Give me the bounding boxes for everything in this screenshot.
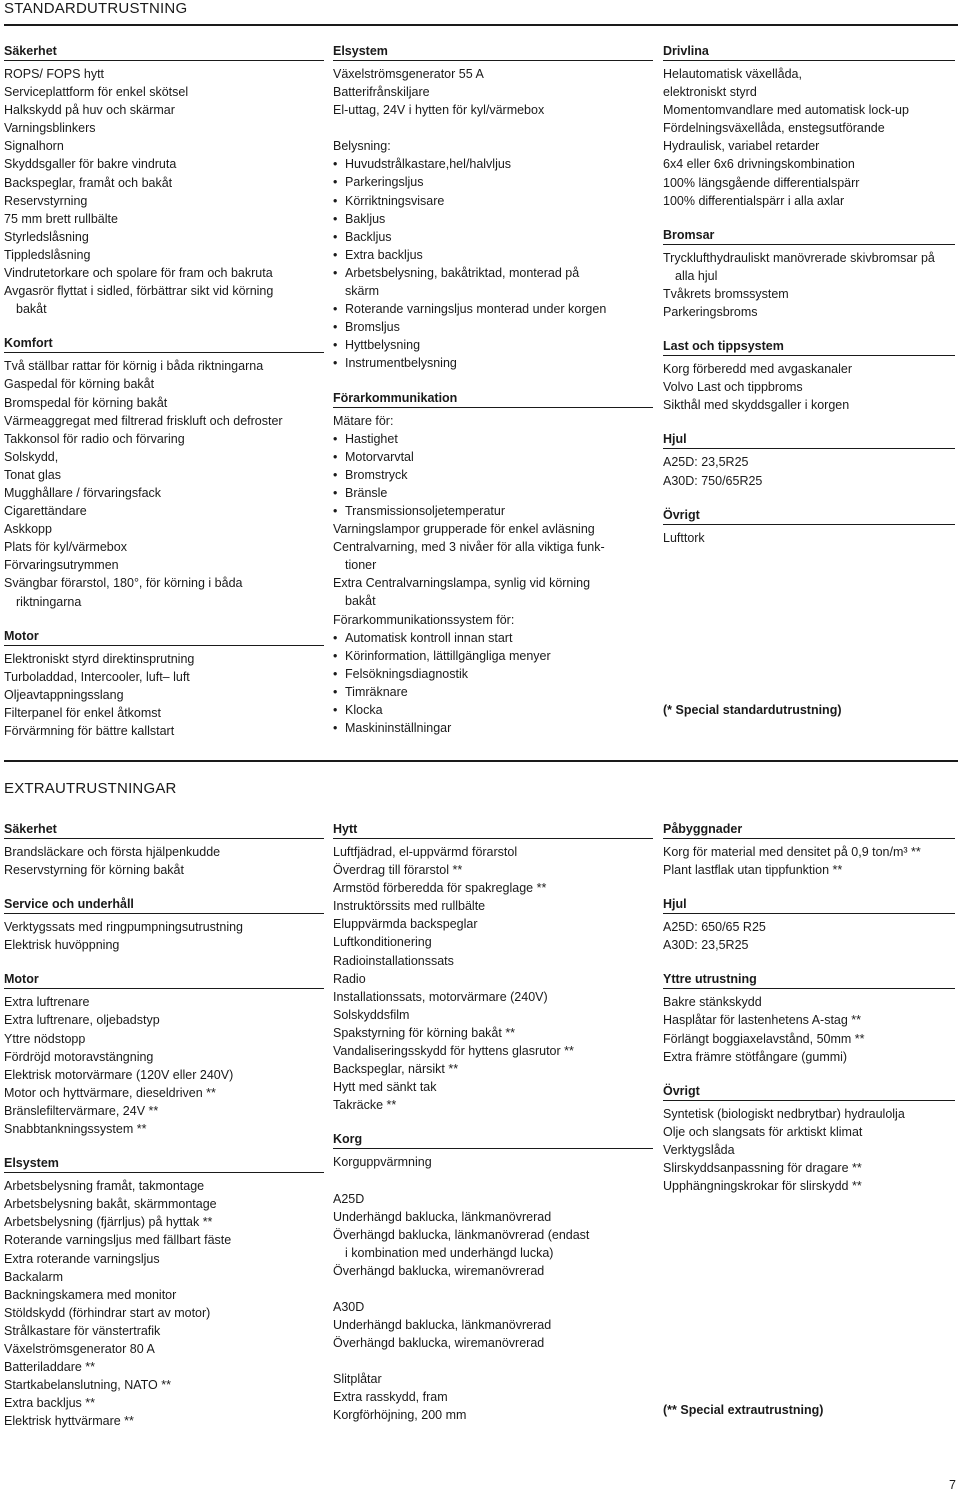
standard-column-1 (4, 44, 324, 758)
list-item: Avgasrör flyttat i sidled, förbättrar sikt vid körning (4, 284, 274, 299)
list-item: Förvärmning för bättre kallstart (4, 724, 175, 738)
section-sakerhet (4, 44, 324, 318)
section-heading: Förarkommunikation (333, 391, 653, 408)
list-item: Överhängd baklucka, wiremanövrerad (333, 1263, 545, 1278)
list-item: Turboladdad, Intercooler, luft– luft (4, 669, 190, 684)
list-item: Cigarettändare (4, 504, 87, 519)
list-item: Motor och hyttvärmare, dieseldriven ** (4, 1085, 216, 1100)
bullet-item: • Hyttbelysning (333, 336, 653, 354)
section-komfort (4, 336, 324, 610)
section-heading: Hjul (663, 897, 955, 914)
list-item: A25D (333, 1191, 365, 1206)
list-item: Underhängd baklucka, länkmanövrerad (333, 1318, 552, 1333)
list-item: A25D: 650/65 R25 (663, 920, 766, 935)
list-item: Överhängd baklucka, wiremanövrerad (333, 1336, 545, 1351)
list-item: Radio (333, 971, 366, 986)
list-item: Bakre stänkskydd (663, 995, 762, 1010)
list-item: Slitplåtar (333, 1372, 382, 1387)
list-item: Reservstyrning för körning bakåt (4, 863, 184, 878)
list-item: Extra rasskydd, fram (333, 1390, 448, 1405)
list-item: Arbetsbelysning (fjärrljus) på hyttak ** (4, 1215, 213, 1230)
list-item: 6x4 eller 6x6 drivningskombination (663, 157, 855, 172)
section-bromsar (663, 228, 955, 321)
section-heading: Motor (4, 972, 324, 989)
list-item: Arbetsbelysning bakåt, skärmmontage (4, 1197, 217, 1212)
bullet-item: • Felsökningsdiagnostik (333, 665, 653, 683)
list-item: Förvaringsutrymmen (4, 558, 119, 573)
list-item: Förarkommunikationssystem för: (333, 612, 515, 627)
list-item: Instruktörssits med rullbälte (333, 899, 486, 914)
list-item: Vindrutetorkare och spolare för fram och bakruta (4, 266, 273, 281)
list-item: Bromspedal för körning bakåt (4, 395, 168, 410)
list-item: Upphängningskrokar för slirskydd ** (663, 1179, 862, 1194)
bullet-item: • Instrumentbelysning (333, 354, 653, 372)
section-drivlina (663, 44, 955, 210)
bullet-item: • Bränsle (333, 484, 653, 502)
list-item: Överdrag till förarstol ** (333, 863, 463, 878)
bullet-item: • Körriktningsvisare (333, 192, 653, 210)
list-item: Tonat glas (4, 467, 61, 482)
list-item: Extra främre stötfångare (gummi) (663, 1049, 848, 1064)
bullet-item: • Huvudstrålkastare,hel/halvljus (333, 155, 653, 173)
list-item: Förlängt boggiaxelavstånd, 50mm ** (663, 1031, 865, 1046)
section-heading: Övrigt (663, 508, 955, 525)
section-hjul (663, 432, 955, 489)
section-heading: Säkerhet (4, 44, 324, 61)
section-heading: Service och underhåll (4, 897, 324, 914)
list-item: tioner (345, 558, 377, 573)
section-heading: Motor (4, 629, 324, 646)
extra-top-rule (4, 760, 958, 762)
list-item: Trycklufthydrauliskt manövrerade skivbromsar på (663, 250, 935, 265)
section-heading: Last och tippsystem (663, 339, 955, 356)
list-item: Vandaliseringsskydd för hyttens glasrutor ** (333, 1044, 574, 1059)
list-item: A30D: 750/65R25 (663, 473, 763, 488)
list-item: Arbetsbelysning framåt, takmontage (4, 1179, 205, 1194)
list-item: Luftkonditionering (333, 935, 432, 950)
list-item: Tvåkrets bromssystem (663, 286, 789, 301)
list-item: Korgförhöjning, 200 mm (333, 1408, 467, 1423)
section-heading: Påbyggnader (663, 822, 955, 839)
section-heading: Hytt (333, 822, 653, 839)
list-item: Snabbtankningssystem ** (4, 1122, 147, 1137)
list-item: Solskydd, (4, 449, 59, 464)
bullet-item: • Bromsljus (333, 318, 653, 336)
list-item: Elektrisk hyttvärmare ** (4, 1414, 134, 1429)
section-heading: Elsystem (333, 44, 653, 61)
section-motor (4, 629, 324, 740)
section-heading: Bromsar (663, 228, 955, 245)
standard-column-3 (663, 44, 955, 565)
list-item: A30D: 23,5R25 (663, 938, 749, 953)
standard-column-2 (333, 44, 653, 755)
list-item: Volvo Last och tippbroms (663, 380, 803, 395)
list-item: Hasplåtar för lastenhetens A-stag ** (663, 1013, 862, 1028)
bullet-item: • Körinformation, lättillgängliga menyer (333, 647, 653, 665)
section-last-och-tippsystem (663, 339, 955, 414)
list-item: Momentomvandlare med automatisk lock-up (663, 103, 909, 118)
list-item: Lufttork (663, 530, 705, 545)
extra-column-1 (4, 822, 324, 1448)
section-ovrigt (663, 508, 955, 547)
list-item: Underhängd baklucka, länkmanövrerad (333, 1209, 552, 1224)
list-item: Två ställbar rattar för körnig i båda riktningarna (4, 359, 264, 374)
list-item: elektroniskt styrd (663, 85, 757, 100)
list-item: Korg förberedd med avgaskanaler (663, 362, 853, 377)
list-item: riktningarna (16, 594, 82, 609)
extra-heading: EXTRAUTRUSTNINGAR (4, 780, 177, 797)
list-item: 100% längsgående differentialspärr (663, 175, 860, 190)
section-korg (333, 1132, 653, 1424)
list-item: Fördröjd motoravstängning (4, 1049, 154, 1064)
list-item: Helautomatisk växellåda, (663, 67, 802, 81)
list-item: skärm (345, 284, 380, 299)
bullet-item: • Timräknare (333, 683, 653, 701)
list-item: Backningskamera med monitor (4, 1287, 177, 1302)
list-item: Hytt med sänkt tak (333, 1080, 437, 1095)
bullet-item: • Motorvarvtal (333, 448, 653, 466)
list-item: Radioinstallationssats (333, 953, 454, 968)
list-item: Oljeavtappningsslang (4, 687, 124, 702)
bullet-item: • Parkeringsljus (333, 173, 653, 191)
section-hjul (663, 897, 955, 954)
bullet-item: • Extra backljus (333, 246, 653, 264)
list-item: A30D (333, 1299, 365, 1314)
list-item: Extra Centralvarningslampa, synlig vid körning (333, 576, 591, 591)
list-item: A25D: 23,5R25 (663, 455, 749, 470)
list-item: Solskyddsfilm (333, 1007, 410, 1022)
list-item: Fördelningsväxellåda, enstegsutförande (663, 121, 885, 136)
bullet-item: • Maskininställningar (333, 719, 653, 737)
list-item: Verktygssats med ringpumpningsutrustning (4, 920, 244, 935)
bullet-item: • Automatisk kontroll innan start (333, 629, 653, 647)
list-item: Plats för kyl/värmebox (4, 540, 127, 555)
list-item: Startkabelanslutning, NATO ** (4, 1378, 171, 1393)
section-elsystem (4, 1156, 324, 1430)
list-item: Reservstyrning (4, 193, 88, 208)
list-item: alla hjul (675, 268, 718, 283)
list-item: Elektrisk huvöppning (4, 938, 120, 953)
section-sakerhet (4, 822, 324, 879)
section-forarkommunikation (333, 391, 653, 738)
bullet-item: • Roterande varningsljus monterad under korgen (333, 300, 653, 318)
list-item: Överhängd baklucka, länkmanövrerad (endast (333, 1227, 590, 1242)
list-item: Parkeringsbroms (663, 305, 758, 320)
list-item: Eluppvärmda backspeglar (333, 917, 478, 932)
section-hytt (333, 822, 653, 1114)
list-item: Svängbar förarstol, 180°, för körning i båda (4, 576, 243, 591)
list-item: Tippledslåsning (4, 247, 91, 262)
list-item: Stöldskydd (förhindrar start av motor) (4, 1305, 211, 1320)
list-item: Extra backljus ** (4, 1396, 96, 1411)
section-heading: Säkerhet (4, 822, 324, 839)
list-item: Roterande varningsljus med fällbart fäste (4, 1233, 232, 1248)
list-item: Elektrisk motorvärmare (120V eller 240V) (4, 1067, 234, 1082)
list-item: Belysning: (333, 139, 391, 154)
list-item: Takkonsol för radio och förvaring (4, 431, 185, 446)
list-item: Filterpanel för enkel åtkomst (4, 705, 162, 720)
list-item: Batterifrånskiljare (333, 85, 430, 100)
list-item: Elektroniskt styrd direktinsprutning (4, 651, 195, 666)
section-heading: Korg (333, 1132, 653, 1149)
section-heading: Komfort (4, 336, 324, 353)
list-item: Yttre nödstopp (4, 1031, 86, 1046)
list-item: Extra luftrenare, oljebadstyp (4, 1013, 160, 1028)
list-item: Backspeglar, framåt och bakåt (4, 175, 173, 190)
list-item: Armstöd förberedda för spakreglage ** (333, 881, 547, 896)
bullet-item: • Backljus (333, 228, 653, 246)
section-heading: Yttre utrustning (663, 972, 955, 989)
list-item: Extra roterande varningsljus (4, 1251, 160, 1266)
list-item: Olje och slangsats för arktiskt klimat (663, 1124, 863, 1139)
list-item: Växelströmsgenerator 80 A (4, 1341, 155, 1356)
list-item: Brandsläckare och första hjälpenkudde (4, 845, 221, 859)
section-yttre-utrustning (663, 972, 955, 1065)
list-item: Korg för material med densitet på 0,9 ton/m³ ** (663, 845, 921, 859)
list-item: Signalhorn (4, 139, 64, 154)
section-pabyggnader (663, 822, 955, 879)
section-heading: Hjul (663, 432, 955, 449)
list-item: Takräcke ** (333, 1098, 397, 1113)
list-item: Extra luftrenare (4, 995, 90, 1010)
list-item: Serviceplattform för enkel skötsel (4, 85, 189, 100)
list-item: Gaspedal för körning bakåt (4, 377, 155, 392)
list-item: Styrledslåsning (4, 229, 89, 244)
list-item: Varningsblinkers (4, 121, 96, 136)
list-item: Värmeaggregat med filtrerad friskluft och defroster (4, 413, 283, 428)
page-number: 7 (949, 1478, 956, 1492)
section-heading: Elsystem (4, 1156, 324, 1173)
section-elsystem (333, 44, 653, 373)
bullet-item: • Bakljus (333, 210, 653, 228)
list-item: El-uttag, 24V i hytten för kyl/värmebox (333, 103, 545, 118)
list-item: Luftfjädrad, el-uppvärmd förarstol (333, 845, 518, 859)
list-item: Sikthål med skyddsgaller i korgen (663, 398, 850, 413)
section-ovrigt (663, 1084, 955, 1195)
list-item: 75 mm brett rullbälte (4, 211, 118, 226)
list-item: Verktygslåda (663, 1142, 735, 1157)
list-item: Korguppvärmning (333, 1155, 432, 1170)
list-item: Backalarm (4, 1269, 64, 1284)
extra-column-2 (333, 822, 653, 1443)
bullet-item: • Bromstryck (333, 466, 653, 484)
list-item: i kombination med underhängd lucka) (345, 1245, 554, 1260)
bullet-item: • Klocka (333, 701, 653, 719)
list-item: Halkskydd på huv och skärmar (4, 103, 175, 118)
section-heading: Drivlina (663, 44, 955, 61)
list-item: Slirskyddsanpassning för dragare ** (663, 1161, 862, 1176)
section-service-och-underhall (4, 897, 324, 954)
list-item: 100% differentialspärr i alla axlar (663, 193, 845, 208)
list-item: bakåt (16, 302, 47, 317)
list-item: Installationssats, motorvärmare (240V) (333, 989, 548, 1004)
extra-column-3 (663, 822, 955, 1213)
list-item: Syntetisk (biologiskt nedbrytbar) hydraulolja (663, 1106, 905, 1121)
list-item: Bränslefiltervärmare, 24V ** (4, 1103, 159, 1118)
list-item: Spakstyrning för körning bakåt ** (333, 1025, 516, 1040)
list-item: Hydraulisk, variabel retarder (663, 139, 820, 154)
list-item: Batteriladdare ** (4, 1360, 96, 1375)
bullet-item: • Arbetsbelysning, bakåtriktad, monterad på (333, 264, 653, 282)
section-heading: Övrigt (663, 1084, 955, 1101)
list-item: Centralvarning, med 3 nivåer för alla viktiga funk- (333, 540, 605, 555)
list-item: Backspeglar, närsikt ** (333, 1062, 459, 1077)
list-item: Mätare för: (333, 413, 394, 428)
list-item: Plant lastflak utan tippfunktion ** (663, 863, 843, 878)
list-item: bakåt (345, 594, 376, 609)
bullet-item: • Hastighet (333, 430, 653, 448)
standard-heading-rule (4, 24, 958, 26)
list-item: ROPS/ FOPS hytt (4, 67, 105, 81)
list-item: Skyddsgaller för bakre vindruta (4, 157, 177, 172)
standard-footnote: (* Special standardutrustning) (663, 703, 842, 717)
list-item: Varningslampor grupperade för enkel avläsning (333, 522, 595, 537)
list-item: Mugghållare / förvaringsfack (4, 485, 162, 500)
section-motor (4, 972, 324, 1138)
list-item: Växelströmsgenerator 55 A (333, 67, 484, 81)
list-item: Strålkastare för vänstertrafik (4, 1323, 161, 1338)
extra-footnote: (** Special extrautrustning) (663, 1403, 824, 1417)
standard-heading: STANDARDUTRUSTNING (4, 0, 188, 17)
bullet-item: • Transmissionsoljetemperatur (333, 502, 653, 520)
list-item: Askkopp (4, 522, 52, 537)
